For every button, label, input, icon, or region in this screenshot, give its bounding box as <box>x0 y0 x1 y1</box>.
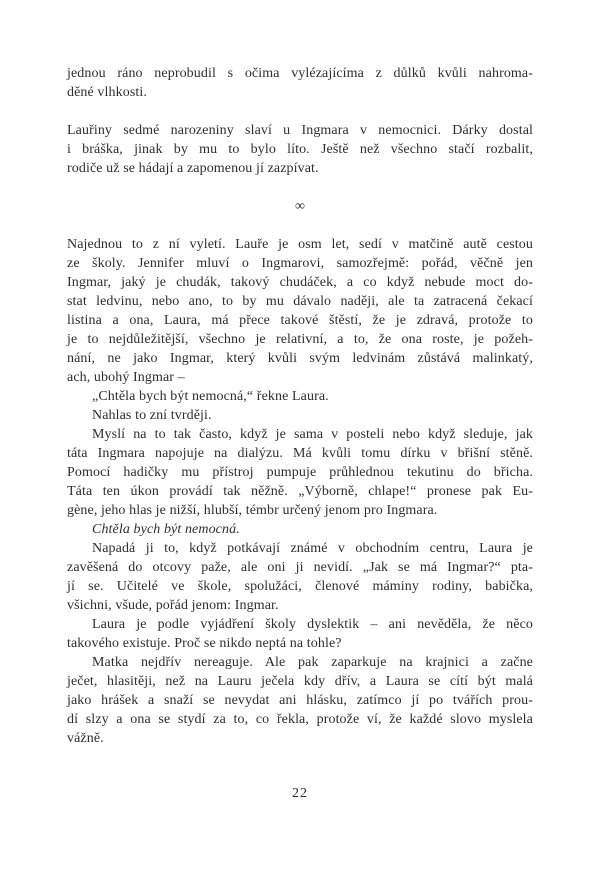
text-line: Chtěla bych být nemocná. <box>92 522 240 537</box>
text-line: nání, ne jako Ingmar, který kvůli svým ledvinám zůstává malinkatý, <box>67 351 533 366</box>
text-line: ach, ubohý Ingmar – <box>67 370 185 385</box>
body-text <box>67 64 533 748</box>
text-line: listina a ona, Laura, má přece takové štěstí, že je zdravá, protože to <box>67 313 533 328</box>
paragraph <box>67 539 533 615</box>
text-line: Lauřiny sedmé narozeniny slaví u Ingmara v nemocnici. Dárky dostal <box>67 123 533 138</box>
text-line: takového existuje. Proč se nikdo neptá na tohle? <box>67 636 342 651</box>
text-line: všichni, všude, pořád jenom: Ingmar. <box>67 598 279 613</box>
paragraph <box>67 64 533 102</box>
text-line: gène, jeho hlas je nižší, hlubší, témbr určený jenom pro Ingmara. <box>67 503 438 518</box>
paragraph <box>67 121 533 178</box>
text-line: ze školy. Jennifer mluví o Ingmarovi, samozřejmě: pořád, věčně jen <box>67 256 533 271</box>
text-line: ječet, hlasitěji, než na Lauru ječela kdy dřív, a Laura se cítí být malá <box>67 674 533 689</box>
text-line: Laura je podle vyjádření školy dyslektik – ani nevěděla, že něco <box>92 617 533 632</box>
text-line: Pomocí hadičky mu přístroj pumpuje průhlednou tekutinu do břicha. <box>67 465 533 480</box>
text-line: je to nejdůležitější, všechno je relativní, a to, že ona roste, je požeh- <box>67 332 533 347</box>
text-line: rodiče už se hádají a zapomenou jí zazpívat. <box>67 161 319 176</box>
page-number: 22 <box>292 786 308 801</box>
text-line: Myslí na to tak často, když je sama v posteli nebo když sleduje, jak <box>92 427 533 442</box>
text-line: zavěšená do otcovy paže, ale oni ji nevidí. „Jak se má Ingmar?“ pta- <box>67 560 533 575</box>
paragraph <box>67 235 533 387</box>
text-line: Ingmar, jaký je chudák, takový chudáček, a co když nebude moct do- <box>67 275 533 290</box>
text-line: stat ledvinu, nebo ano, to by mu dávalo naději, ale ta zatracená čekací <box>67 294 533 309</box>
text-line: děné vlhkosti. <box>67 85 147 100</box>
paragraph <box>67 425 533 520</box>
text-line: Napadá ji to, když potkávají známé v obchodním centru, Laura je <box>92 541 533 556</box>
text-line: dí slzy a ona se stydí za to, co řekla, protože ví, že každé slovo myslela <box>67 712 533 727</box>
text-line: jednou ráno neprobudil s očima vylézajícíma z důlků kvůli nahroma- <box>67 66 533 81</box>
text-line: i bráška, jinak by mu to bylo líto. Ještě než všechno stačí rozbalit, <box>67 142 533 157</box>
paragraph <box>67 520 533 539</box>
text-line: jí se. Učitelé ve škole, spolužáci, členové máminy rodiny, babička, <box>67 579 533 594</box>
paragraph <box>67 387 533 406</box>
section-separator-infinity: ∞ <box>295 199 305 214</box>
text-line: táta Ingmara napojuje na dialýzu. Má kvůli tomu dírku v břišní stěně. <box>67 446 533 461</box>
paragraph <box>67 615 533 653</box>
text-line: Táta ten úkon provádí tak něžně. „Výborně, chlape!“ pronese pak Eu- <box>67 484 533 499</box>
text-line: vážně. <box>67 731 104 746</box>
paragraph <box>67 653 533 748</box>
text-line: Najednou to z ní vyletí. Lauře je osm let, sedí v matčině autě cestou <box>67 237 533 252</box>
paragraph <box>67 406 533 425</box>
text-line: Matka nejdřív nereaguje. Ale pak zaparkuje na krajnici a začne <box>92 655 533 670</box>
text-line: jako hrášek a snaží se nevydat ani hlásku, zatímco jí po tvářích prou- <box>67 693 533 708</box>
text-line: Nahlas to zní tvrději. <box>92 408 212 423</box>
text-line: „Chtěla bych být nemocná,“ řekne Laura. <box>92 389 329 404</box>
